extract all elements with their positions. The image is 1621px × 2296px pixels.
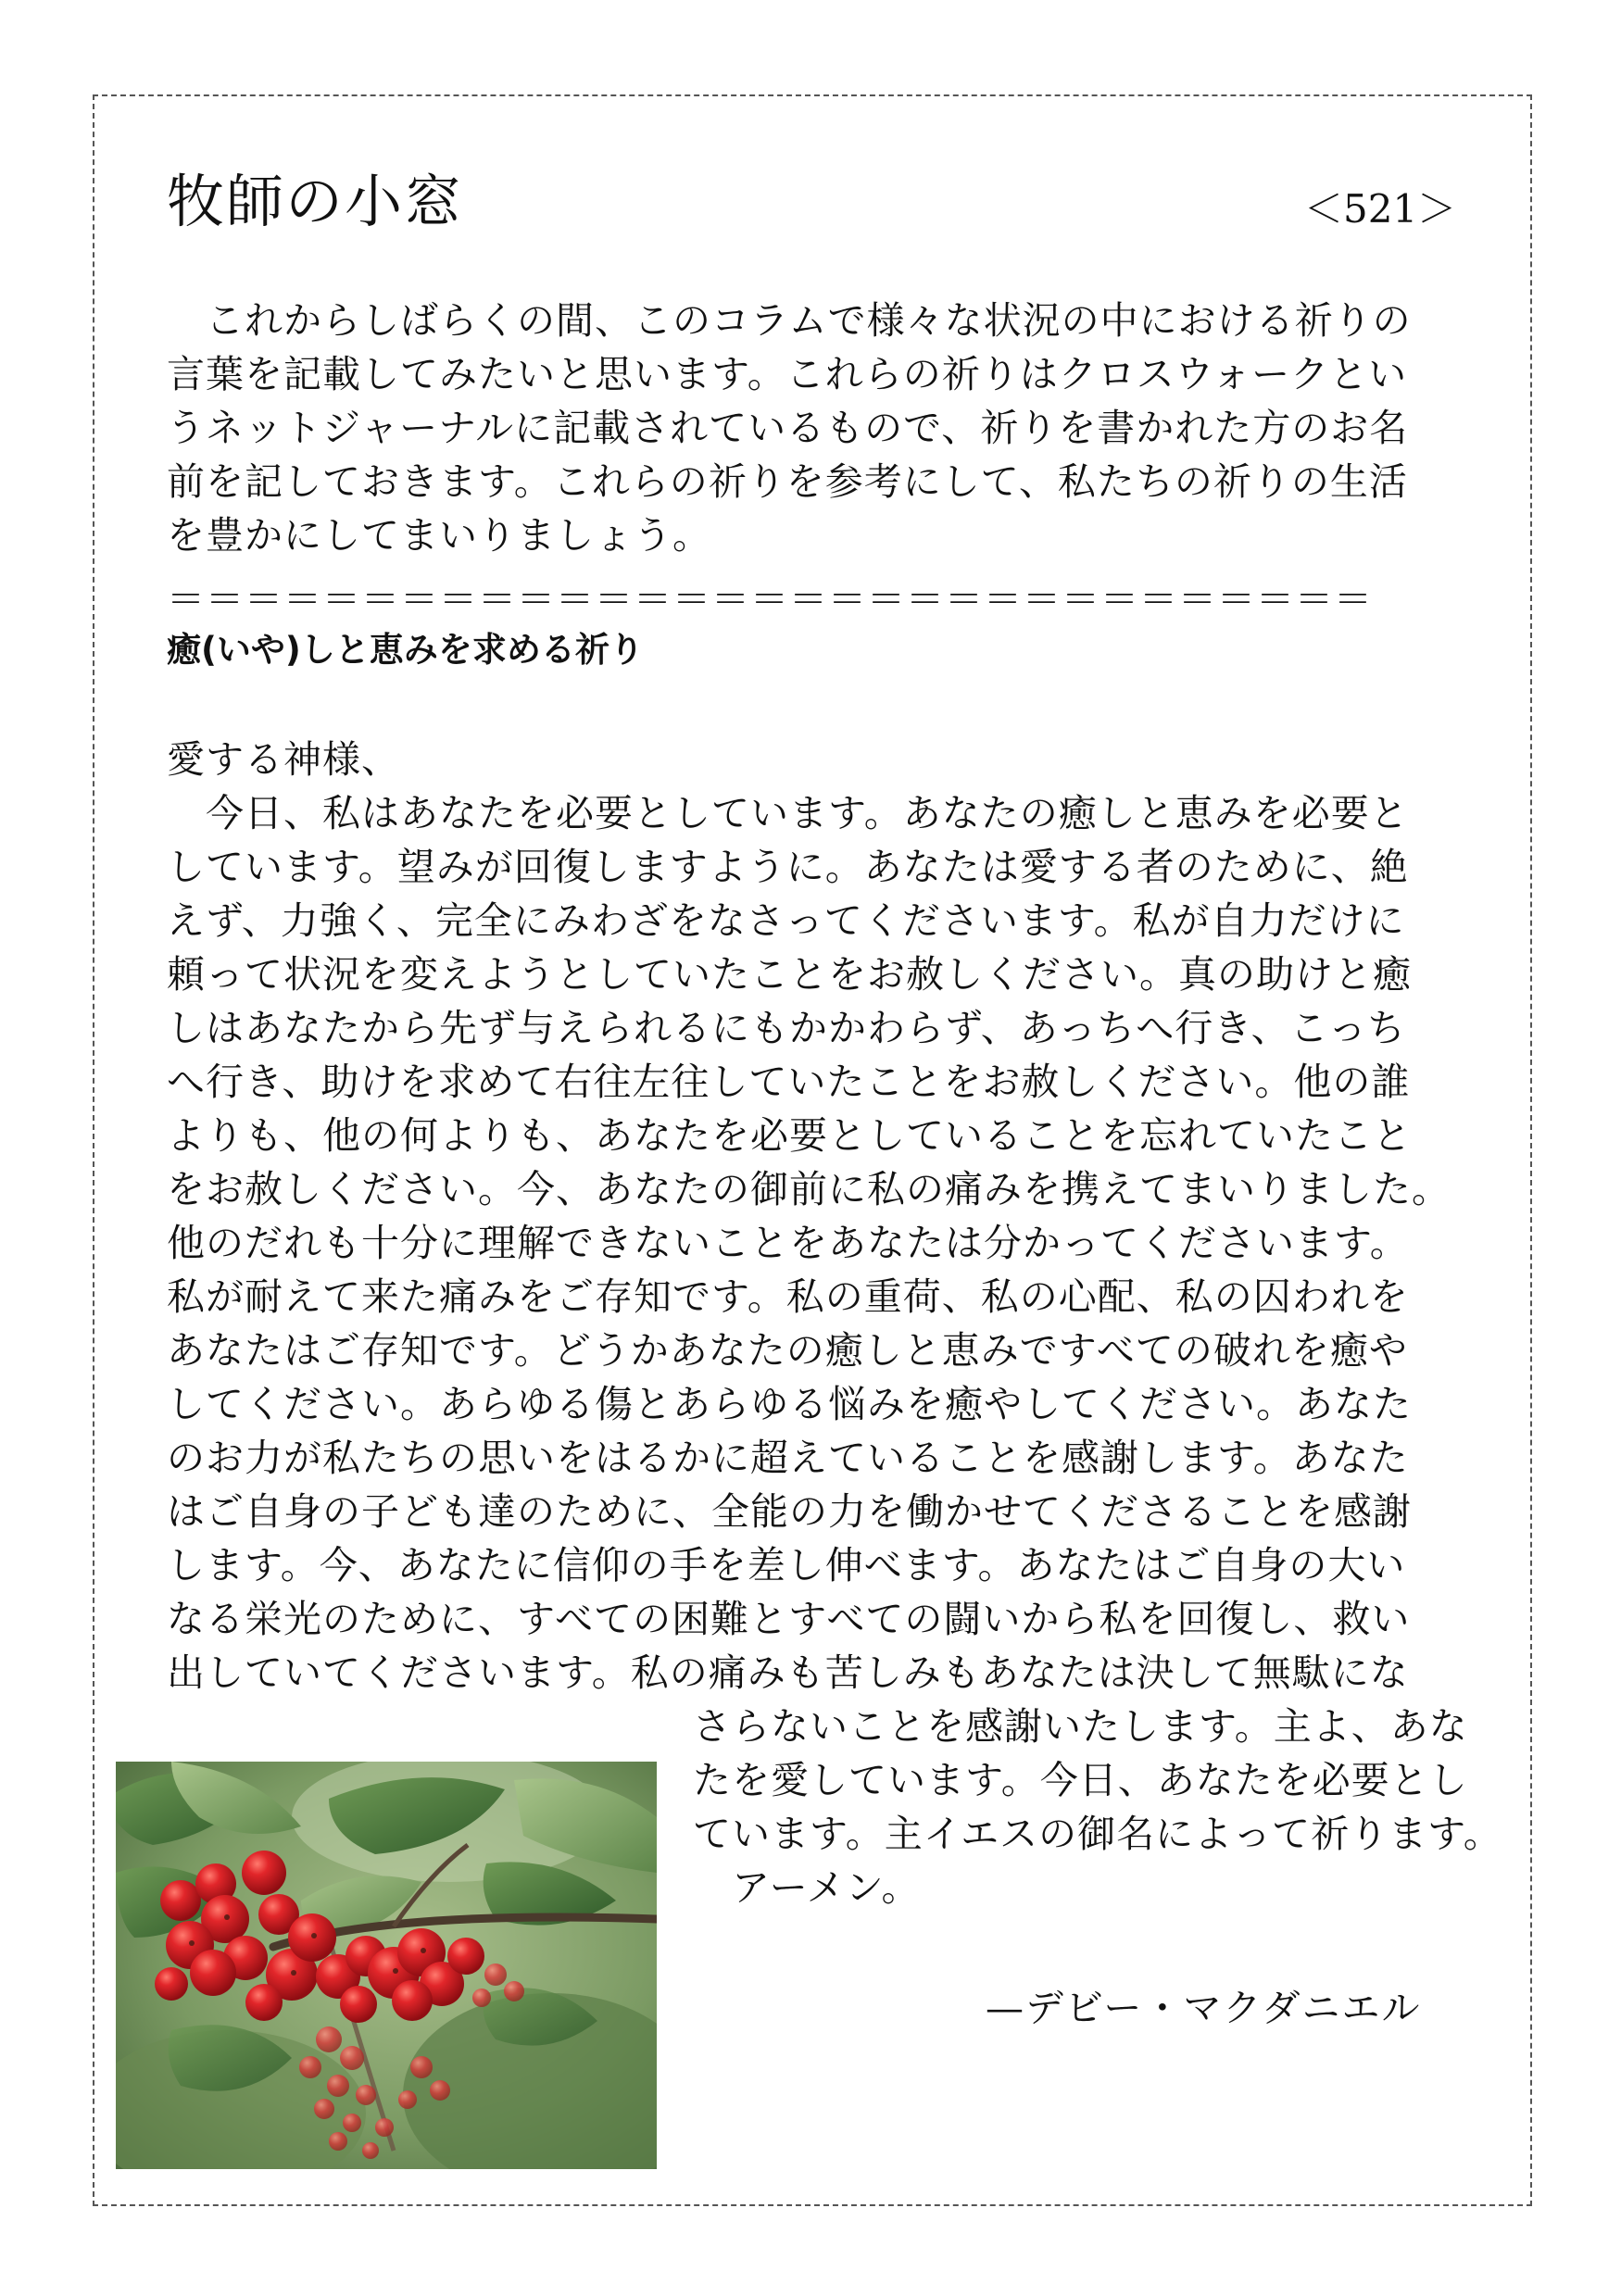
prayer-line: えず、力強く、完全にみわざをなさってくださいます。私が自力だけに (167, 898, 1405, 943)
red-berries-photo (116, 1762, 657, 2169)
prayer-amen: アーメン。 (693, 1865, 921, 1910)
prayer-line: してください。あらゆる傷とあらゆる悩みを癒やしてください。あなた (167, 1382, 1412, 1426)
prayer-line: はご自身の子ども達のために、全能の力を働かせてくださることを感謝 (167, 1489, 1412, 1534)
prayer-line: たを愛しています。今日、あなたを必要とし (693, 1758, 1468, 1802)
section-heading: 癒(いや)しと恵みを求める祈り (167, 630, 644, 670)
author-signature: —デビー・マクダニエル (986, 1986, 1422, 2030)
prayer-line: 出していてくださいます。私の痛みも苦しみもあなたは決して無駄にな (167, 1650, 1409, 1695)
intro-line: これからしばらくの間、このコラムで様々な状況の中における祈りの (167, 298, 1412, 343)
prayer-line: をお赦しください。今、あなたの御前に私の痛みを携えてまいりました。 (167, 1167, 1451, 1211)
issue-number: ＜521＞ (1304, 186, 1457, 232)
section-separator: ＝＝＝＝＝＝＝＝＝＝＝＝＝＝＝＝＝＝＝＝＝＝＝＝＝＝＝＝＝＝＝ (167, 577, 1373, 621)
intro-line: 前を記しておきます。これらの祈りを参考にして、私たちの祈りの生活 (167, 459, 1408, 504)
prayer-line: しはあなたから先ず与えられるにもかかわらず、あっちへ行き、こっち (167, 1006, 1406, 1050)
prayer-line: 他のだれも十分に理解できないことをあなたは分かってくださいます。 (167, 1221, 1409, 1265)
prayer-line: へ行き、助けを求めて右往左往していたことをお赦しください。他の誰 (167, 1060, 1411, 1104)
prayer-line: しています。望みが回復しますように。あなたは愛する者のために、絶 (167, 845, 1409, 889)
prayer-line: さらないことを感謝いたします。主よ、あな (693, 1704, 1468, 1749)
intro-line: を豊かにしてまいりましょう。 (167, 513, 711, 558)
berries-illustration (116, 1762, 657, 2169)
intro-line: うネットジャーナルに記載されているもので、祈りを書かれた方のお名 (167, 406, 1409, 450)
prayer-line: ています。主イエスの御名によって祈ります。 (693, 1812, 1502, 1856)
prayer-line: します。今、あなたに信仰の手を差し伸べます。あなたはご自身の大い (167, 1543, 1406, 1587)
page-title: 牧師の小窓 (167, 168, 464, 235)
prayer-line: のお力が私たちの思いをはるかに超えていることを感謝します。あなた (167, 1436, 1409, 1480)
prayer-line: 私が耐えて来た痛みをご存知です。私の重荷、私の心配、私の囚われを (167, 1274, 1409, 1319)
prayer-line: なる栄光のために、すべての困難とすべての闘いから私を回復し、救い (167, 1597, 1411, 1641)
prayer-line: よりも、他の何よりも、あなたを必要としていることを忘れていたこと (167, 1113, 1412, 1158)
prayer-line: あなたはご存知です。どうかあなたの癒しと恵みですべての破れを癒や (167, 1328, 1408, 1373)
prayer-salutation: 愛する神様、 (167, 737, 400, 782)
intro-line: 言葉を記載してみたいと思います。これらの祈りはクロスウォークとい (167, 352, 1408, 396)
prayer-line: 今日、私はあなたを必要としています。あなたの癒しと恵みを必要と (167, 791, 1409, 835)
prayer-line: 頼って状況を変えようとしていたことをお赦しください。真の助けと癒 (167, 952, 1412, 997)
